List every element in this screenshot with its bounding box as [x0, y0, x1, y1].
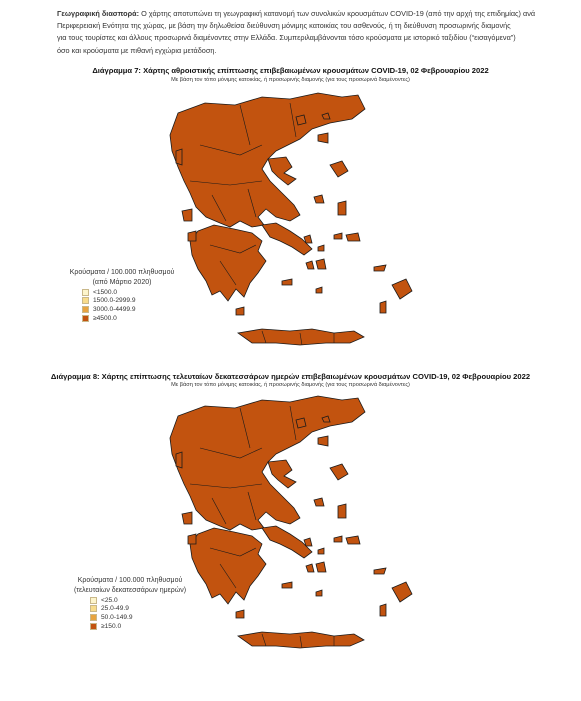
region-karpathos — [380, 301, 386, 313]
region-thasos — [296, 115, 306, 125]
legend-swatch — [90, 623, 97, 630]
fig7-legend — [52, 268, 192, 322]
region-rhodes — [392, 582, 412, 602]
fig8-legend-item — [90, 596, 200, 605]
region-peloponnese — [190, 528, 266, 604]
fig8-subtitle: Με βάση τον τόπο μόνιμης κατοικίας, ή προσωρινής διαμονής (για τους προσωρινά διαμένοντες) — [171, 382, 410, 388]
region-corfu — [176, 452, 182, 468]
region-kefalonia — [182, 209, 192, 221]
fig8-legend-item — [90, 605, 200, 614]
fig7-subtitle: Με βάση τον τόπο μόνιμης κατοικίας, ή προσωρινής διαμονής (για τους προσωρινά διαμένοντες) — [171, 77, 410, 83]
region-santorini — [316, 287, 322, 293]
region-milos — [282, 582, 292, 588]
region-zakynthos — [188, 534, 196, 544]
region-zakynthos — [188, 231, 196, 241]
region-skyros — [314, 498, 324, 506]
region-samos — [346, 233, 360, 241]
fig8-legend-subtitle: (τελευταίων δεκατεσσάρων ημερών) — [73, 587, 187, 594]
region-lesvos — [330, 464, 348, 480]
region-chios — [338, 201, 346, 215]
region-mainland-north — [170, 93, 365, 227]
legend-label: 3000.0-4499.9 — [93, 305, 136, 313]
region-kythira — [236, 307, 244, 315]
fig7-legend-item — [82, 297, 192, 306]
intro-paragraph — [57, 8, 557, 57]
region-naxos — [316, 259, 326, 269]
legend-label: 50.0-149.9 — [101, 613, 133, 621]
region-lemnos — [318, 133, 328, 143]
region-rhodes — [392, 279, 412, 299]
region-peloponnese — [190, 225, 266, 301]
region-halkidiki — [268, 157, 296, 185]
legend-label: <1500.0 — [93, 288, 118, 296]
region-kefalonia — [182, 512, 192, 524]
fig7-legend-item — [82, 305, 192, 314]
legend-label: ≥4500.0 — [93, 314, 117, 322]
fig8-legend — [60, 576, 200, 630]
region-naxos — [316, 562, 326, 572]
intro-label: Γεωγραφική διασπορά: — [57, 9, 140, 18]
region-lesvos — [330, 161, 348, 177]
fig8-title: Διάγραμμα 8: Χάρτης επίπτωσης τελευταίων δεκατεσσάρων ημερών επιβεβαιωμένων κρουσμάτων COVID-19, 02 Φεβρουαρίου 2022 — [50, 372, 531, 381]
intro-line-4: όσο και κρούσματα με πιθανή εγχώρια μετάδοση. — [57, 45, 217, 55]
fig7-legend-item — [82, 314, 192, 323]
fig7-legend-item — [82, 288, 192, 297]
region-paros — [306, 564, 314, 572]
legend-label: ≥150.0 — [101, 622, 122, 630]
region-andros — [304, 538, 312, 546]
region-mykonos — [318, 245, 324, 251]
fig7-legend-subtitle: (από Μάρτιο 2020) — [92, 279, 152, 286]
region-crete — [238, 632, 364, 648]
region-halkidiki — [268, 460, 296, 488]
region-andros — [304, 235, 312, 243]
legend-label: 25.0-49.9 — [101, 605, 129, 613]
region-ikaria — [334, 536, 342, 542]
fig7-legend-title: Κρούσματα / 100.000 πληθυσμού — [69, 269, 175, 276]
region-paros — [306, 261, 314, 269]
region-corfu — [176, 149, 182, 165]
region-ikaria — [334, 233, 342, 239]
legend-swatch — [82, 315, 89, 322]
region-thasos — [296, 418, 306, 428]
legend-swatch — [82, 297, 89, 304]
legend-label: 1500.0-2999.9 — [93, 297, 136, 305]
region-samos — [346, 536, 360, 544]
legend-swatch — [90, 605, 97, 612]
region-mainland-north — [170, 396, 365, 530]
region-mykonos — [318, 548, 324, 554]
region-crete — [238, 329, 364, 345]
fig8-legend-item — [90, 622, 200, 631]
intro-line-3: για τους τουρίστες και άλλους προσωρινά διαμένοντες στην Ελλάδα. Συμπεριλαμβάνονται τόσο κρούσματα με ιστορικό ταξιδίου (“εισαγόμενα”) — [57, 33, 516, 43]
legend-swatch — [82, 306, 89, 313]
intro-line-2: Περιφερειακή Ενότητα της χώρας, με βάση την δηλωθείσα διεύθυνση μόνιμης κατοικίας του ασθενούς, ή τη διεύθυνση προσωρινής διαμονής — [57, 21, 511, 31]
region-milos — [282, 279, 292, 285]
intro-line-1: Ο χάρτης αποτυπώνει τη γεωγραφική κατανομή των συνολικών κρουσμάτων COVID-19 (από την αρχή της επιδημίας) ανά — [139, 9, 536, 18]
legend-swatch — [90, 614, 97, 621]
legend-swatch — [90, 597, 97, 604]
region-chios — [338, 504, 346, 518]
fig7-title: Διάγραμμα 7: Χάρτης αθροιστικής επίπτωσης επιβεβαιωμένων κρουσμάτων COVID-19, 02 Φεβρουαρίου 2022 — [92, 66, 489, 75]
region-santorini — [316, 590, 322, 596]
fig8-legend-item — [90, 613, 200, 622]
region-skyros — [314, 195, 324, 203]
region-kos — [374, 568, 386, 574]
fig8-legend-title: Κρούσματα / 100.000 πληθυσμού — [77, 577, 183, 584]
region-kythira — [236, 610, 244, 618]
legend-swatch — [82, 289, 89, 296]
region-kos — [374, 265, 386, 271]
region-karpathos — [380, 604, 386, 616]
region-lemnos — [318, 436, 328, 446]
legend-label: <25.0 — [101, 596, 118, 604]
